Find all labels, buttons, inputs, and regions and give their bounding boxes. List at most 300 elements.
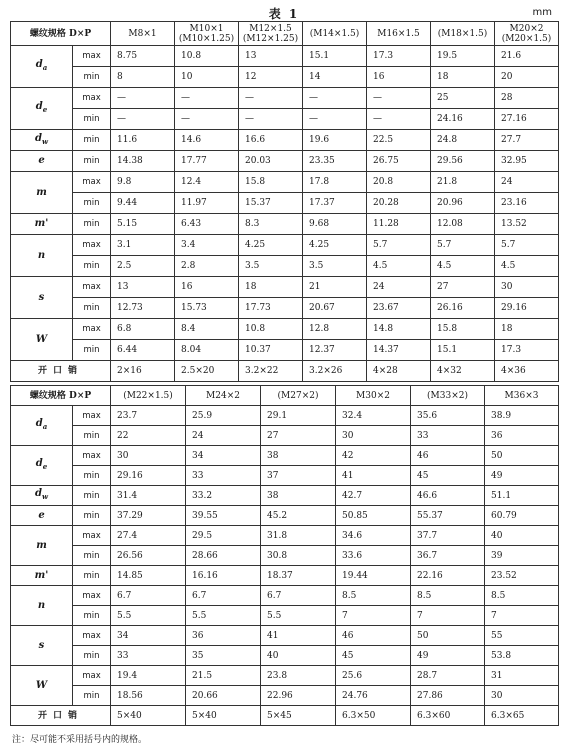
table-row (11, 130, 559, 151)
limit-cell: min (73, 486, 111, 506)
value-cell: 26.75 (367, 151, 431, 172)
value-cell: 5.7 (367, 235, 431, 256)
param-cell (11, 88, 73, 130)
value-cell: 10.8 (239, 319, 303, 340)
value-cell: 23.35 (303, 151, 367, 172)
value-cell: 23.67 (367, 298, 431, 319)
value-cell: 10.37 (239, 340, 303, 361)
spec-header-cell (367, 22, 431, 46)
param-symbol: d (34, 488, 42, 499)
param-symbol: m (36, 186, 47, 198)
spec-label-cell: 螺纹规格 D×P (11, 386, 111, 406)
value-cell: 27.16 (495, 109, 559, 130)
spec-header-line2: (M12×1.25) (242, 33, 299, 44)
value-cell: 36 (186, 626, 261, 646)
value-cell: 21 (303, 277, 367, 298)
table-row (11, 151, 559, 172)
value-cell: 18 (495, 319, 559, 340)
param-subscript: e (42, 105, 48, 114)
param-cell (11, 214, 73, 235)
value-cell: 18.37 (261, 566, 336, 586)
param-cell (11, 446, 73, 486)
value-cell: 50 (485, 446, 559, 466)
value-cell: 5.5 (111, 606, 186, 626)
value-cell: 9.44 (111, 193, 175, 214)
unit-label: mm (532, 7, 552, 18)
limit-cell: max (73, 319, 111, 340)
value-cell: 17.77 (175, 151, 239, 172)
value-cell: 24.76 (336, 686, 411, 706)
param-symbol: m' (34, 569, 49, 581)
spec-header-cell: (M33×2) (411, 386, 485, 406)
value-cell: 33 (111, 646, 186, 666)
value-cell: — (367, 88, 431, 109)
value-cell: 24.16 (431, 109, 495, 130)
value-cell: 24 (186, 426, 261, 446)
table-row (11, 626, 559, 646)
param-cell (11, 151, 73, 172)
value-cell: 20 (495, 67, 559, 88)
value-cell: 14.85 (111, 566, 186, 586)
value-cell: 8.3 (239, 214, 303, 235)
pin-value-cell: 6.3×60 (411, 706, 485, 726)
value-cell: 40 (485, 526, 559, 546)
value-cell: 50.85 (336, 506, 411, 526)
value-cell: 3.1 (111, 235, 175, 256)
value-cell: 34 (111, 626, 186, 646)
value-cell: 38.9 (485, 406, 559, 426)
limit-cell: min (73, 151, 111, 172)
value-cell: 7 (411, 606, 485, 626)
spec-header-line1: (M14×1.5) (309, 28, 360, 39)
header-row (11, 386, 559, 406)
table-row (11, 586, 559, 606)
table-row (11, 193, 559, 214)
value-cell: 18 (239, 277, 303, 298)
value-cell: 20.67 (303, 298, 367, 319)
limit-cell: min (73, 214, 111, 235)
param-symbol: m' (34, 218, 49, 229)
value-cell: 12.37 (303, 340, 367, 361)
param-cell (11, 172, 73, 214)
pin-value-cell: 6.3×65 (485, 706, 559, 726)
spec-header-cell (239, 22, 303, 46)
value-cell: — (111, 88, 175, 109)
value-cell: 39 (485, 546, 559, 566)
value-cell: 17.8 (303, 172, 367, 193)
value-cell: 8.4 (175, 319, 239, 340)
value-cell: 37.7 (411, 526, 485, 546)
spec-header-line2: (M20×1.5) (501, 33, 552, 44)
param-subscript: a (42, 422, 48, 431)
value-cell: 4.25 (303, 235, 367, 256)
value-cell: 24.8 (431, 130, 495, 151)
pin-value-cell: 2.5×20 (175, 361, 239, 382)
value-cell: 12.73 (111, 298, 175, 319)
value-cell: 4.25 (239, 235, 303, 256)
param-cell (11, 566, 73, 586)
table-row (11, 109, 559, 130)
value-cell: 17.3 (495, 340, 559, 361)
value-cell: 2.8 (175, 256, 239, 277)
limit-cell: min (73, 686, 111, 706)
value-cell: 26.56 (111, 546, 186, 566)
value-cell: 16.6 (239, 130, 303, 151)
table-row (11, 646, 559, 666)
value-cell: 22.5 (367, 130, 431, 151)
spec-header-cell: M36×3 (485, 386, 559, 406)
pin-row (11, 706, 559, 726)
limit-cell: max (73, 626, 111, 646)
value-cell: 14.8 (367, 319, 431, 340)
value-cell: 4.5 (495, 256, 559, 277)
limit-cell: min (73, 67, 111, 88)
value-cell: 24 (367, 277, 431, 298)
value-cell: 23.52 (485, 566, 559, 586)
value-cell: 33.2 (186, 486, 261, 506)
pin-value-cell: 5×40 (111, 706, 186, 726)
table-row (11, 235, 559, 256)
value-cell: 31 (485, 666, 559, 686)
value-cell: 20.03 (239, 151, 303, 172)
value-cell: 46 (411, 446, 485, 466)
value-cell: 11.6 (111, 130, 175, 151)
value-cell: 14 (303, 67, 367, 88)
table-row (11, 298, 559, 319)
value-cell: — (367, 109, 431, 130)
limit-cell: min (73, 646, 111, 666)
value-cell: 10 (175, 67, 239, 88)
param-cell (11, 277, 73, 319)
value-cell: 5.15 (111, 214, 175, 235)
value-cell: 6.7 (111, 586, 186, 606)
param-symbol: s (38, 639, 45, 651)
value-cell: 27.4 (111, 526, 186, 546)
table-row (11, 606, 559, 626)
value-cell: 9.68 (303, 214, 367, 235)
value-cell: — (239, 109, 303, 130)
value-cell: 55 (485, 626, 559, 646)
value-cell: 8.75 (111, 46, 175, 67)
value-cell: 15.1 (303, 46, 367, 67)
value-cell: 36.7 (411, 546, 485, 566)
table-row (11, 67, 559, 88)
value-cell: 55.37 (411, 506, 485, 526)
table-row (11, 340, 559, 361)
value-cell: 31.8 (261, 526, 336, 546)
table-row (11, 88, 559, 109)
value-cell: 29.16 (111, 466, 186, 486)
pin-value-cell: 5×45 (261, 706, 336, 726)
value-cell: 19.6 (303, 130, 367, 151)
value-cell: 41 (336, 466, 411, 486)
value-cell: 19.4 (111, 666, 186, 686)
value-cell: 46.6 (411, 486, 485, 506)
value-cell: 13 (239, 46, 303, 67)
dimension-table-2 (10, 385, 559, 726)
value-cell: 14.6 (175, 130, 239, 151)
value-cell: 13 (111, 277, 175, 298)
dimension-table-1 (10, 21, 559, 382)
limit-cell: min (73, 506, 111, 526)
spec-header-line1: M12×1.5 (249, 23, 292, 34)
value-cell: 50 (411, 626, 485, 646)
value-cell: — (111, 109, 175, 130)
value-cell: 38 (261, 446, 336, 466)
value-cell: 25 (431, 88, 495, 109)
document-page (10, 4, 558, 745)
pin-label-cell: 开口销 (11, 361, 111, 382)
table-row (11, 319, 559, 340)
value-cell: 29.1 (261, 406, 336, 426)
table-row (11, 46, 559, 67)
value-cell: 40 (261, 646, 336, 666)
value-cell: 8.5 (411, 586, 485, 606)
table-row (11, 277, 559, 298)
value-cell: 4.5 (367, 256, 431, 277)
limit-cell: min (73, 340, 111, 361)
param-symbol: n (37, 249, 46, 261)
value-cell: 15.8 (239, 172, 303, 193)
limit-cell: min (73, 298, 111, 319)
value-cell: 27.86 (411, 686, 485, 706)
value-cell: 4.5 (431, 256, 495, 277)
value-cell: 23.7 (111, 406, 186, 426)
param-symbol: W (35, 679, 48, 691)
limit-cell: min (73, 566, 111, 586)
value-cell: 27.7 (495, 130, 559, 151)
param-symbol: e (38, 155, 45, 166)
table-row (11, 526, 559, 546)
limit-cell: min (73, 546, 111, 566)
value-cell: 35.6 (411, 406, 485, 426)
value-cell: 18.56 (111, 686, 186, 706)
table-title: 表 1 (268, 7, 300, 21)
limit-cell: min (73, 426, 111, 446)
value-cell: — (239, 88, 303, 109)
value-cell: 5.5 (186, 606, 261, 626)
param-symbol: n (37, 599, 46, 611)
pin-label-cell: 开口销 (11, 706, 111, 726)
value-cell: 15.73 (175, 298, 239, 319)
param-cell (11, 626, 73, 666)
value-cell: 29.16 (495, 298, 559, 319)
limit-cell: min (73, 193, 111, 214)
value-cell: 3.5 (303, 256, 367, 277)
value-cell: 29.5 (186, 526, 261, 546)
value-cell: 19.5 (431, 46, 495, 67)
value-cell: 30 (485, 686, 559, 706)
value-cell: — (303, 88, 367, 109)
value-cell: — (175, 88, 239, 109)
value-cell: 32.95 (495, 151, 559, 172)
value-cell: 36 (485, 426, 559, 446)
table-row (11, 486, 559, 506)
value-cell: 6.8 (111, 319, 175, 340)
value-cell: 12.8 (303, 319, 367, 340)
value-cell: 5.5 (261, 606, 336, 626)
limit-cell: max (73, 277, 111, 298)
param-cell (11, 130, 73, 151)
value-cell: 25.6 (336, 666, 411, 686)
spec-header-line2: (M10×1.25) (178, 33, 235, 44)
value-cell: 42 (336, 446, 411, 466)
param-symbol: d (34, 132, 42, 144)
pin-row (11, 361, 559, 382)
table-row (11, 172, 559, 193)
value-cell: 22.16 (411, 566, 485, 586)
pin-value-cell: 3.2×26 (303, 361, 367, 382)
table-row (11, 256, 559, 277)
spec-header-cell (303, 22, 367, 46)
table-row (11, 666, 559, 686)
pin-value-cell: 4×32 (431, 361, 495, 382)
limit-cell: max (73, 586, 111, 606)
value-cell: 39.55 (186, 506, 261, 526)
param-subscript: a (42, 63, 48, 72)
param-subscript: w (41, 136, 49, 146)
limit-cell: max (73, 666, 111, 686)
value-cell: 28 (495, 88, 559, 109)
table-row (11, 466, 559, 486)
limit-cell: max (73, 172, 111, 193)
value-cell: 11.97 (175, 193, 239, 214)
param-cell (11, 586, 73, 626)
value-cell: 53.8 (485, 646, 559, 666)
value-cell: 5.7 (495, 235, 559, 256)
param-cell (11, 319, 73, 361)
spec-header-line1: M16×1.5 (377, 28, 420, 39)
header-row (11, 22, 559, 46)
value-cell: 17.73 (239, 298, 303, 319)
param-subscript: e (42, 462, 48, 471)
pin-value-cell: 6.3×50 (336, 706, 411, 726)
value-cell: — (175, 109, 239, 130)
value-cell: 30 (111, 446, 186, 466)
value-cell: 15.37 (239, 193, 303, 214)
limit-cell: max (73, 406, 111, 426)
limit-cell: max (73, 235, 111, 256)
title-row (10, 4, 558, 21)
value-cell: 8.04 (175, 340, 239, 361)
value-cell: 18 (431, 67, 495, 88)
limit-cell: min (73, 466, 111, 486)
param-symbol: W (35, 333, 48, 345)
value-cell: 16.16 (186, 566, 261, 586)
value-cell: 33 (186, 466, 261, 486)
pin-value-cell: 5×40 (186, 706, 261, 726)
value-cell: 2.5 (111, 256, 175, 277)
pin-value-cell: 4×28 (367, 361, 431, 382)
spec-header-cell (431, 22, 495, 46)
table-row (11, 214, 559, 235)
spec-header-cell (111, 22, 175, 46)
value-cell: 38 (261, 486, 336, 506)
value-cell: 20.28 (367, 193, 431, 214)
spec-header-line1: M8×1 (128, 28, 157, 39)
spec-header-cell: M24×2 (186, 386, 261, 406)
param-cell (11, 486, 73, 506)
value-cell: 45 (411, 466, 485, 486)
table-row (11, 566, 559, 586)
spec-header-line1: (M18×1.5) (437, 28, 488, 39)
value-cell: 49 (411, 646, 485, 666)
value-cell: 10.8 (175, 46, 239, 67)
value-cell: 33 (411, 426, 485, 446)
value-cell: 23.8 (261, 666, 336, 686)
value-cell: 41 (261, 626, 336, 646)
value-cell: 16 (175, 277, 239, 298)
value-cell: 6.7 (261, 586, 336, 606)
value-cell: 12.08 (431, 214, 495, 235)
value-cell: 21.6 (495, 46, 559, 67)
value-cell: 30.8 (261, 546, 336, 566)
param-cell (11, 406, 73, 446)
table-row (11, 426, 559, 446)
param-symbol: d (35, 59, 43, 70)
value-cell: 27 (261, 426, 336, 446)
footnote: 注：尽可能不采用括号内的规格。 (12, 735, 148, 745)
limit-cell: max (73, 88, 111, 109)
value-cell: 46 (336, 626, 411, 646)
value-cell: 9.8 (111, 172, 175, 193)
value-cell: 28.7 (411, 666, 485, 686)
value-cell: 30 (495, 277, 559, 298)
param-cell (11, 235, 73, 277)
value-cell: 15.8 (431, 319, 495, 340)
value-cell: 28.66 (186, 546, 261, 566)
value-cell: 30 (336, 426, 411, 446)
value-cell: 21.8 (431, 172, 495, 193)
value-cell: 22 (111, 426, 186, 446)
value-cell: 11.28 (367, 214, 431, 235)
value-cell: 51.1 (485, 486, 559, 506)
pin-value-cell: 3.2×22 (239, 361, 303, 382)
value-cell: 8 (111, 67, 175, 88)
value-cell: 25.9 (186, 406, 261, 426)
value-cell: 23.16 (495, 193, 559, 214)
value-cell: — (303, 109, 367, 130)
param-symbol: d (35, 101, 43, 112)
spec-header-cell (175, 22, 239, 46)
spec-header-cell: M30×2 (336, 386, 411, 406)
spec-header-cell: (M27×2) (261, 386, 336, 406)
value-cell: 20.8 (367, 172, 431, 193)
param-cell (11, 526, 73, 566)
param-subscript: w (41, 492, 49, 501)
value-cell: 19.44 (336, 566, 411, 586)
value-cell: 29.56 (431, 151, 495, 172)
value-cell: 3.5 (239, 256, 303, 277)
value-cell: 49 (485, 466, 559, 486)
value-cell: 3.4 (175, 235, 239, 256)
value-cell: 7 (336, 606, 411, 626)
value-cell: 34.6 (336, 526, 411, 546)
param-cell (11, 46, 73, 88)
pin-value-cell: 2×16 (111, 361, 175, 382)
param-cell (11, 506, 73, 526)
value-cell: 32.4 (336, 406, 411, 426)
value-cell: 17.3 (367, 46, 431, 67)
value-cell: 16 (367, 67, 431, 88)
spec-label-cell: 螺纹规格 D×P (11, 22, 111, 46)
value-cell: 12 (239, 67, 303, 88)
table-row (11, 446, 559, 466)
value-cell: 6.43 (175, 214, 239, 235)
limit-cell: min (73, 109, 111, 130)
value-cell: 7 (485, 606, 559, 626)
value-cell: 45.2 (261, 506, 336, 526)
